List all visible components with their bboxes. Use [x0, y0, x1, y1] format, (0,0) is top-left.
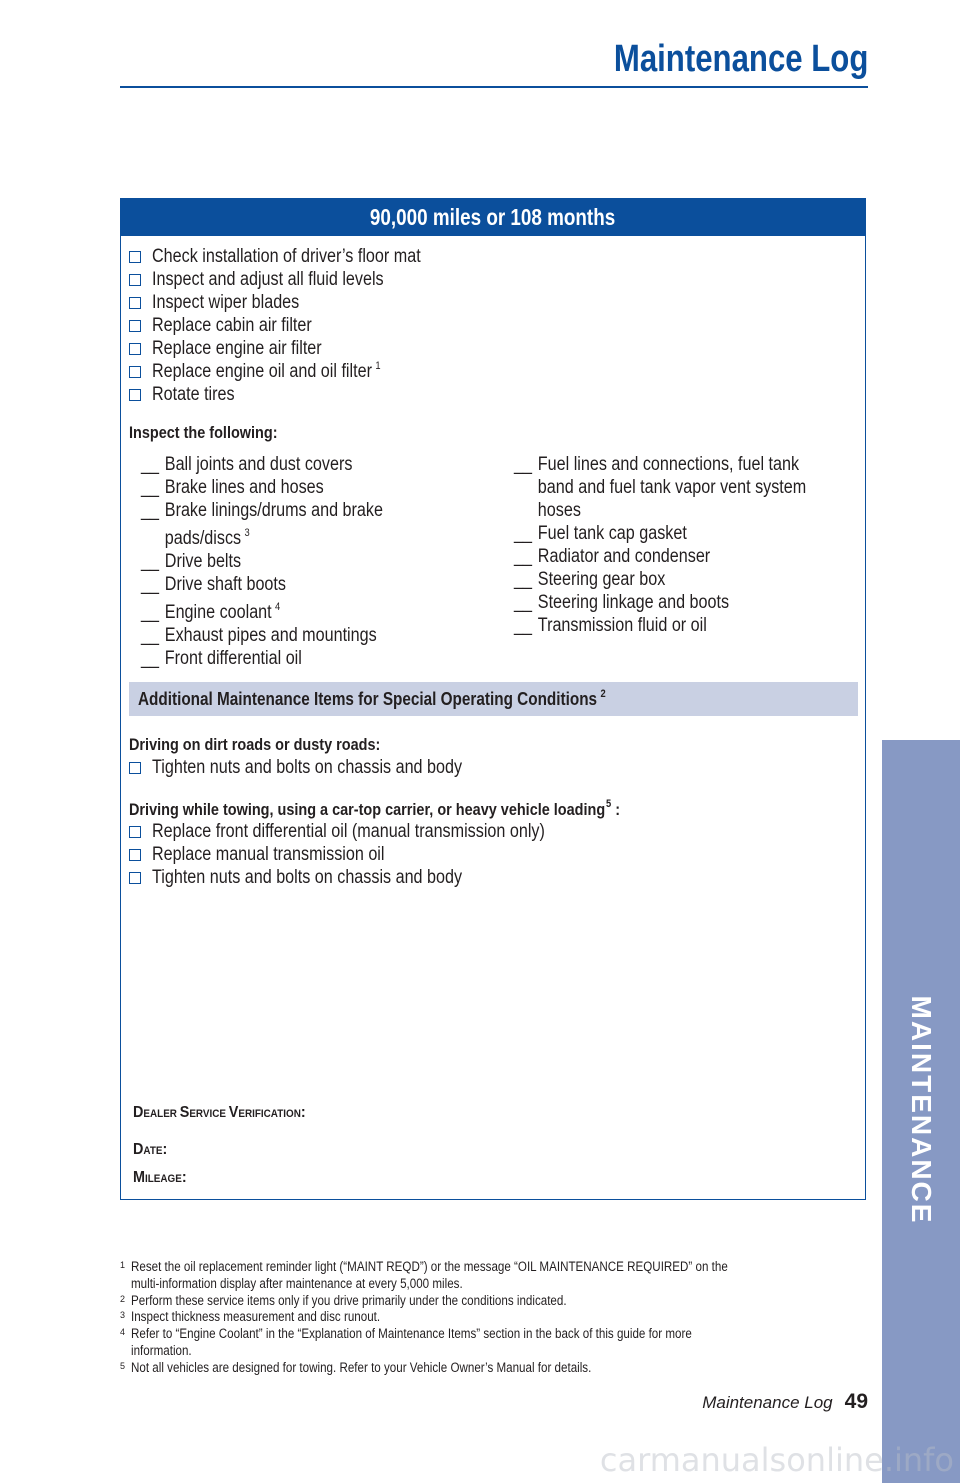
footnote — [120, 1309, 860, 1326]
inspect-item-text: Drive belts — [164, 551, 242, 572]
inspect-item — [514, 591, 806, 614]
inspect-item — [514, 545, 806, 568]
checklist-item-text: Inspect and adjust all fluid levels — [152, 268, 384, 290]
inspect-item-text: Engine coolant — [164, 602, 272, 623]
inspect-item-text: Steering gear box — [537, 569, 666, 590]
footnote — [120, 1293, 860, 1310]
blank-marker: __ — [141, 477, 159, 498]
footnote-ref: 4 — [275, 601, 281, 613]
inspect-item-text: Steering linkage and boots — [537, 592, 730, 613]
footnote — [120, 1360, 860, 1377]
inspect-item-text: band and fuel tank vapor vent system — [537, 477, 807, 498]
blank-marker: __ — [514, 592, 532, 613]
footnote-ref: 2 — [600, 688, 606, 700]
additional-items-title: Additional Maintenance Items for Special Operating Conditions — [138, 689, 598, 709]
mileage-label — [133, 1169, 187, 1187]
inspect-item-text: Ball joints and dust covers — [164, 454, 353, 475]
label-part: : — [162, 1141, 168, 1158]
blank-marker: __ — [141, 574, 159, 595]
footnote-number: 3 — [120, 1310, 126, 1321]
label-part: ERIFICATION — [238, 1108, 301, 1120]
checklist-item-text: Replace engine air filter — [152, 337, 322, 359]
checkbox-icon[interactable] — [129, 251, 141, 263]
dealer-verification-label — [133, 1104, 306, 1122]
date-label — [133, 1141, 167, 1159]
towing-heading-colon: : — [611, 800, 621, 819]
footnote-text: Perform these service items only if you drive primarily under the conditions indicated. — [131, 1292, 567, 1308]
checklist-item — [129, 360, 468, 383]
inspect-item-continued — [514, 476, 806, 499]
inspect-item-text: Transmission fluid or oil — [537, 615, 707, 636]
footnote-number: 2 — [120, 1293, 126, 1304]
footer-section-name: Maintenance Log — [702, 1393, 833, 1412]
dirt-roads-heading: Driving on dirt roads or dusty roads: — [129, 735, 381, 754]
maintenance-card — [120, 198, 866, 1200]
checklist-item-text: Inspect wiper blades — [152, 291, 300, 313]
checklist-item-text: Replace manual transmission oil — [152, 843, 385, 865]
inspect-item — [141, 647, 383, 670]
blank-marker: __ — [141, 551, 159, 572]
label-part: : — [300, 1104, 306, 1121]
footnotes — [120, 1259, 860, 1377]
checklist-item-text — [152, 360, 381, 383]
checklist-item — [129, 291, 468, 314]
inspect-item — [141, 550, 383, 573]
inspect-item-text: Fuel lines and connections, fuel tank — [537, 454, 800, 475]
section-side-tab — [882, 740, 960, 1483]
checklist-item — [129, 337, 468, 360]
footnote-line: information. — [131, 1342, 192, 1358]
footnote-text — [131, 1259, 758, 1293]
footnote-ref: 5 — [606, 798, 612, 810]
checklist-item — [129, 383, 468, 406]
label-part: ERVICE — [189, 1108, 229, 1120]
checklist-item — [129, 245, 468, 268]
label-part: M — [133, 1169, 145, 1186]
checklist-item-text: Rotate tires — [152, 383, 235, 405]
inspect-item-text: Radiator and condenser — [537, 546, 711, 567]
blank-marker: __ — [514, 454, 532, 475]
inspect-item-continued — [141, 522, 383, 550]
inspect-item-text: Fuel tank cap gasket — [537, 523, 687, 544]
inspect-item — [141, 624, 383, 647]
title-rule — [120, 86, 868, 88]
blank-marker: __ — [514, 523, 532, 544]
additional-items-band — [129, 682, 858, 716]
inspect-item-text: pads/discs — [164, 528, 242, 549]
inspect-item — [141, 476, 383, 499]
inspect-item — [141, 596, 383, 624]
inspect-item-text: hoses — [537, 500, 581, 521]
blank-marker: __ — [141, 454, 159, 475]
inspect-item-text: Exhaust pipes and mountings — [164, 625, 377, 646]
checklist-item-text: Replace front differential oil (manual transmission only) — [152, 820, 545, 842]
label-part: EALER — [143, 1108, 180, 1120]
page-footer — [702, 1390, 868, 1414]
checklist-item — [129, 820, 614, 843]
page-number: 49 — [844, 1390, 868, 1413]
inspect-item-text: Front differential oil — [164, 648, 302, 669]
label-part: ILEAGE — [144, 1173, 182, 1185]
blank-marker: __ — [141, 648, 159, 669]
footnote — [120, 1326, 860, 1360]
blank-marker: __ — [514, 546, 532, 567]
footnote — [120, 1259, 860, 1293]
inspect-item-continued — [514, 499, 806, 522]
inspect-item — [514, 453, 806, 476]
footnote-line: multi-information display after maintenance at every 5,000 miles. — [131, 1275, 463, 1291]
label-part: ATE — [143, 1145, 163, 1157]
footnote-ref: 3 — [244, 527, 250, 539]
towing-list — [129, 820, 614, 889]
inspect-item — [514, 522, 806, 545]
blank-marker: __ — [141, 625, 159, 646]
checkbox-icon[interactable] — [129, 826, 141, 838]
inspect-item — [514, 614, 806, 637]
inspect-item-text: Brake linings/drums and brake — [164, 500, 383, 521]
checklist-item — [129, 843, 614, 866]
checklist-item — [129, 756, 517, 779]
additional-items-heading — [138, 688, 606, 710]
inspect-item — [141, 499, 383, 522]
footnote-text — [131, 1326, 758, 1360]
checkbox-icon[interactable] — [129, 320, 141, 332]
inspect-item-text: Drive shaft boots — [164, 574, 286, 595]
checkbox-icon[interactable] — [129, 762, 141, 774]
side-tab-label: MAINTENANCE — [906, 995, 937, 1225]
checklist-item-text: Check installation of driver’s floor mat — [152, 245, 421, 267]
interval-header-text: 90,000 miles or 108 months — [370, 203, 616, 230]
page-title: Maintenance Log — [613, 38, 868, 80]
blank-marker: __ — [514, 569, 532, 590]
inspect-item — [141, 573, 383, 596]
label-part: : — [181, 1169, 187, 1186]
label-part: S — [179, 1104, 190, 1121]
inspect-heading: Inspect the following: — [129, 423, 278, 442]
inspect-item-text: Brake lines and hoses — [164, 477, 324, 498]
service-checklist — [129, 245, 468, 406]
checklist-item-text: Replace cabin air filter — [152, 314, 312, 336]
blank-marker: __ — [514, 615, 532, 636]
footnote-ref: 1 — [375, 360, 381, 372]
checkbox-icon[interactable] — [129, 274, 141, 286]
dirt-roads-list — [129, 756, 517, 779]
checkbox-icon[interactable] — [129, 297, 141, 309]
footnote-line: Reset the oil replacement reminder light (“MAINT REQD”) or the message “OIL MAINTENANCE REQUIRED” on the — [131, 1259, 728, 1274]
towing-heading-text: Driving while towing, using a car-top carrier, or heavy vehicle loading — [129, 800, 606, 819]
checklist-item-label: Replace engine oil and oil filter — [152, 361, 372, 382]
footnote-number: 1 — [120, 1260, 126, 1270]
checkbox-icon[interactable] — [129, 366, 141, 378]
inspect-item — [141, 453, 383, 476]
label-part: V — [228, 1104, 239, 1121]
watermark: carmanualsonline.info — [599, 1441, 954, 1479]
checklist-item-text: Tighten nuts and bolts on chassis and body — [152, 756, 463, 778]
footnote-text: Inspect thickness measurement and disc runout. — [131, 1309, 381, 1325]
checklist-item — [129, 314, 468, 337]
checklist-item — [129, 866, 614, 889]
towing-heading — [129, 798, 620, 820]
label-part: D — [133, 1141, 144, 1158]
checklist-item — [129, 268, 468, 291]
footnote-number: 5 — [120, 1360, 126, 1371]
checkbox-icon[interactable] — [129, 343, 141, 355]
checkbox-icon[interactable] — [129, 849, 141, 861]
footnote-line: Refer to “Engine Coolant” in the “Explanation of Maintenance Items” section in the back of this guide for more — [131, 1326, 692, 1342]
inspect-column-left — [141, 453, 426, 670]
checkbox-icon[interactable] — [129, 389, 141, 401]
inspect-column-right — [514, 453, 858, 637]
checkbox-icon[interactable] — [129, 872, 141, 884]
inspect-item — [514, 568, 806, 591]
label-part: D — [133, 1104, 144, 1121]
checklist-item-text: Tighten nuts and bolts on chassis and body — [152, 866, 463, 888]
blank-marker: __ — [141, 500, 159, 521]
interval-header — [120, 198, 866, 236]
footnote-text: Not all vehicles are designed for towing. Refer to your Vehicle Owner’s Manual for details. — [131, 1359, 592, 1375]
footnote-number: 4 — [120, 1327, 126, 1338]
blank-marker: __ — [141, 602, 159, 623]
